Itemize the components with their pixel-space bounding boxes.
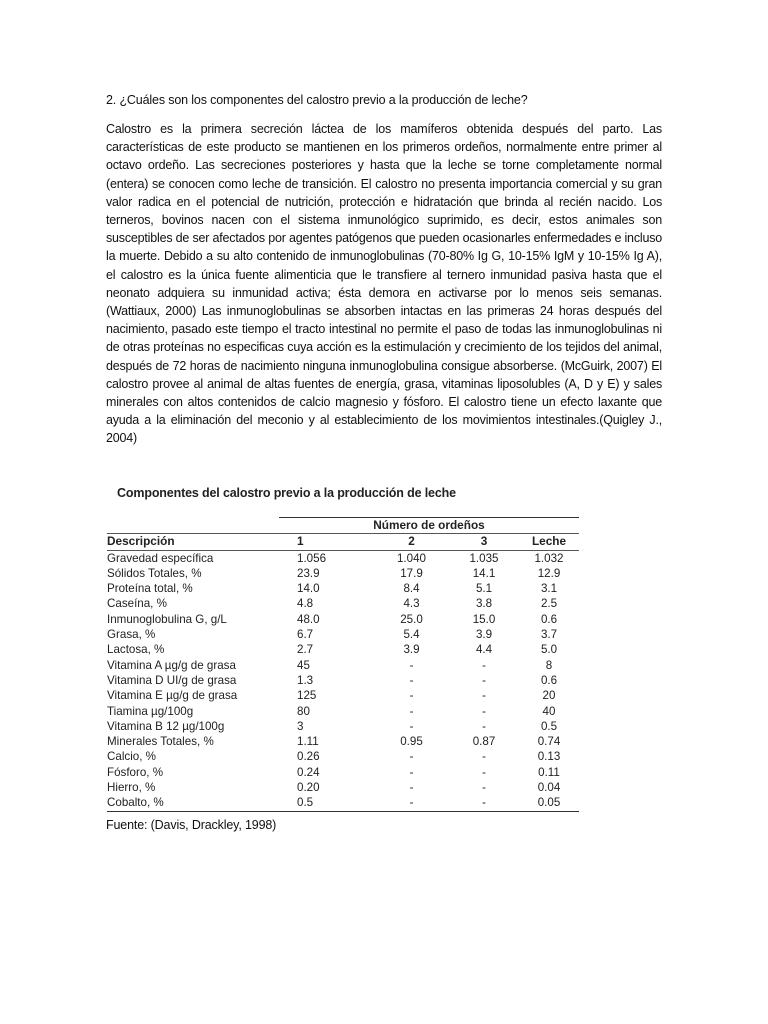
table-cell-value: 1.035 xyxy=(469,551,499,565)
table-cell-value: 0.04 xyxy=(537,781,561,795)
table-cell-descripcion: Sólidos Totales, % xyxy=(107,566,202,580)
table-cell-value: 0.11 xyxy=(538,765,560,779)
table-cell-descripcion: Minerales Totales, % xyxy=(107,735,214,749)
table-cell-value: 0.05 xyxy=(519,795,579,811)
table-cell-descripcion: Tiamina µg/100g xyxy=(107,704,194,718)
table-cell-value: 14.1 xyxy=(472,566,496,580)
table-cell-value: 80 xyxy=(297,704,310,718)
table-cell-value: 48.0 xyxy=(297,612,320,626)
table-cell-descripcion: Vitamina A µg/g de grasa xyxy=(107,658,236,672)
table-cell-value: 0.74 xyxy=(537,735,561,749)
table-cell-value: 0.6 xyxy=(540,612,558,626)
table-cell-value: 2.5 xyxy=(540,597,558,611)
table-cell-value: 3.8 xyxy=(475,597,493,611)
table-cell-descripcion: Caseína, % xyxy=(107,597,167,611)
table-cell-value: - xyxy=(482,673,486,687)
table-cell-value: 6.7 xyxy=(297,628,314,642)
table-header-3: 3 xyxy=(449,534,519,550)
components-table xyxy=(107,517,579,812)
table-cell-value: 45 xyxy=(297,658,310,672)
table-row xyxy=(107,673,579,688)
table-cell-value: 0.5 xyxy=(540,719,558,733)
source-citation: Fuente: (Davis, Drackley, 1998) xyxy=(106,818,277,832)
table-row xyxy=(107,566,579,581)
table-cell-value: 25.0 xyxy=(400,612,423,626)
table-cell-value: 4.3 xyxy=(403,597,420,611)
table-row xyxy=(107,734,579,749)
table-row xyxy=(107,749,579,764)
table-cell-value: - xyxy=(409,719,414,733)
table-cell-value: - xyxy=(374,795,449,811)
table-cell-value: 3 xyxy=(297,719,304,733)
table-row xyxy=(107,596,579,611)
table-cell-value: 1.056 xyxy=(297,551,327,565)
table-cell-value: 0.13 xyxy=(537,750,561,764)
table-header-row xyxy=(107,534,579,550)
table-row xyxy=(107,765,579,780)
table-cell-value: 0.6 xyxy=(540,673,558,687)
table-cell-value: - xyxy=(449,795,519,811)
table-cell-value: - xyxy=(409,781,414,795)
table-cell-value: 0.95 xyxy=(400,735,423,749)
table-cell-value: 3.9 xyxy=(475,628,493,642)
table-cell-value: - xyxy=(482,704,486,718)
table-cell-value: 0.87 xyxy=(472,735,496,749)
table-cell-value: - xyxy=(482,765,486,779)
table-row xyxy=(107,612,579,627)
table-cell-value: - xyxy=(409,689,414,703)
table-cell-descripcion: Calcio, % xyxy=(107,750,156,764)
table-row xyxy=(107,550,579,566)
table-cell-value: 23.9 xyxy=(297,566,320,580)
table-cell-descripcion: Vitamina D UI/g de grasa xyxy=(107,673,237,687)
table-group-header-row xyxy=(107,518,579,534)
table-cell-descripcion: Gravedad específica xyxy=(107,551,214,565)
table-cell-value: 8.4 xyxy=(403,582,420,596)
table-header-descripcion: Descripción xyxy=(107,534,279,550)
table-cell-value: - xyxy=(482,689,486,703)
table-cell-value: 5.1 xyxy=(475,582,493,596)
table-cell-value: - xyxy=(482,750,486,764)
table-cell-descripcion: Fósforo, % xyxy=(107,765,164,779)
table-cell-value: 3.1 xyxy=(540,582,558,596)
table-cell-value: 8 xyxy=(545,658,553,672)
table-cell-value: 4.4 xyxy=(475,643,493,657)
table-cell-descripcion: Inmunoglobulina G, g/L xyxy=(107,612,227,626)
table-row xyxy=(107,658,579,673)
components-table-container xyxy=(107,517,579,812)
table-cell-value: 15.0 xyxy=(472,612,496,626)
table-row xyxy=(107,627,579,642)
table-cell-value: 1.3 xyxy=(297,673,314,687)
table-header-empty xyxy=(107,518,279,534)
table-cell-value: 12.9 xyxy=(537,566,561,580)
table-cell-descripcion: Lactosa, % xyxy=(107,643,165,657)
table-header-leche: Leche xyxy=(519,534,579,550)
table-header-1: 1 xyxy=(279,534,374,550)
table-cell-descripcion: Cobalto, % xyxy=(107,795,279,811)
table-group-header: Número de ordeños xyxy=(279,518,579,534)
table-cell-value: 5.4 xyxy=(403,628,420,642)
question-heading: 2. ¿Cuáles son los componentes del calostro previo a la producción de leche? xyxy=(106,93,528,107)
paragraph-text: Calostro es la primera secreción láctea de los mamíferos obtenida después del parto. Las características de este producto se mantienen en los primeros ordeños, normalmente entre primer al octavo ordeño. Las secreciones posteriores y hasta que la leche se torne completamente normal (entera) se conocen como leche de transición. El calostro no presenta importancia comercial y su gran valor radica en el potencial de nutrición, protección e hidratación que brinda al recién nacido. Los terneros, bovinos nacen con el sistema inmunológico suprimido, es decir, estos animales son susceptibles de ser afectados por agentes patógenos que pueden ocasionarles enfermedades e incluso la muerte. Debido a su alto contenido de inmunoglobulinas (70-80% Ig G, 10-15% IgM y 10-15% Ig A), el calostro es la única fuente alimenticia que le transfiere al ternero inmunidad pasiva hasta que el neonato adquiera su inmunidad activa; ésta demora en activarse por lo menos seis semanas. (Wattiaux, 2000) Las inmunoglobulinas se absorben intactas en las primeras 24 horas después del nacimiento, pasado este tiempo el tracto intestinal no permite el paso de todas las inmunoglobulinas ni de otras proteínas no especificas cuya acción es la estimulación y crecimiento de los tejidos del animal, después de 72 horas de nacimiento ninguna inmunoglobulina consigue absorberse. (McGuirk, 2007) El calostro provee al animal de altas fuentes de energía, grasa, vitaminas liposolubles (A, D y E) y sales minerales con altos contenidos de calcio magnesio y fósforo. El calostro tiene un efecto laxante que ayuda a la eliminación del meconio y al establecimiento de los movimientos intestinales.(Quigley J., 2004) xyxy=(106,122,662,446)
table-cell-value: 1.040 xyxy=(396,551,426,565)
table-row xyxy=(107,704,579,719)
table-title: Componentes del calostro previo a la producción de leche xyxy=(117,486,456,500)
table-cell-value: - xyxy=(482,781,486,795)
table-cell-value: 5.0 xyxy=(540,643,558,657)
table-cell-descripcion: Vitamina E µg/g de grasa xyxy=(107,689,238,703)
table-cell-value: - xyxy=(482,658,486,672)
table-cell-value: 0.5 xyxy=(279,795,374,811)
table-row xyxy=(107,780,579,795)
table-cell-value: - xyxy=(482,719,486,733)
table-header-2: 2 xyxy=(374,534,449,550)
table-cell-value: 40 xyxy=(542,704,556,718)
table-cell-descripcion: Proteína total, % xyxy=(107,582,193,596)
table-cell-value: - xyxy=(409,704,414,718)
table-cell-descripcion: Vitamina B 12 µg/100g xyxy=(107,719,225,733)
table-cell-value: 14.0 xyxy=(297,582,320,596)
table-row xyxy=(107,581,579,596)
table-cell-descripcion: Hierro, % xyxy=(107,781,156,795)
table-cell-value: - xyxy=(409,765,414,779)
table-cell-value: 0.24 xyxy=(297,765,320,779)
table-row xyxy=(107,688,579,703)
table-cell-value: 4.8 xyxy=(297,597,314,611)
table-cell-value: - xyxy=(409,750,414,764)
body-paragraph xyxy=(106,120,662,448)
table-cell-value: - xyxy=(409,673,414,687)
table-cell-value: 0.20 xyxy=(297,781,320,795)
table-body xyxy=(107,550,579,811)
table-cell-value: 2.7 xyxy=(297,643,314,657)
table-cell-value: 17.9 xyxy=(400,566,423,580)
table-cell-descripcion: Grasa, % xyxy=(107,628,156,642)
table-row xyxy=(107,719,579,734)
table-cell-value: - xyxy=(409,658,414,672)
table-cell-value: 1.11 xyxy=(297,735,319,749)
table-row xyxy=(107,642,579,657)
table-cell-value: 0.26 xyxy=(297,750,320,764)
table-cell-value: 3.9 xyxy=(403,643,420,657)
table-cell-value: 20 xyxy=(542,689,556,703)
table-cell-value: 3.7 xyxy=(540,628,558,642)
table-row xyxy=(107,795,579,811)
table-cell-value: 125 xyxy=(297,689,317,703)
table-cell-value: 1.032 xyxy=(534,551,564,565)
